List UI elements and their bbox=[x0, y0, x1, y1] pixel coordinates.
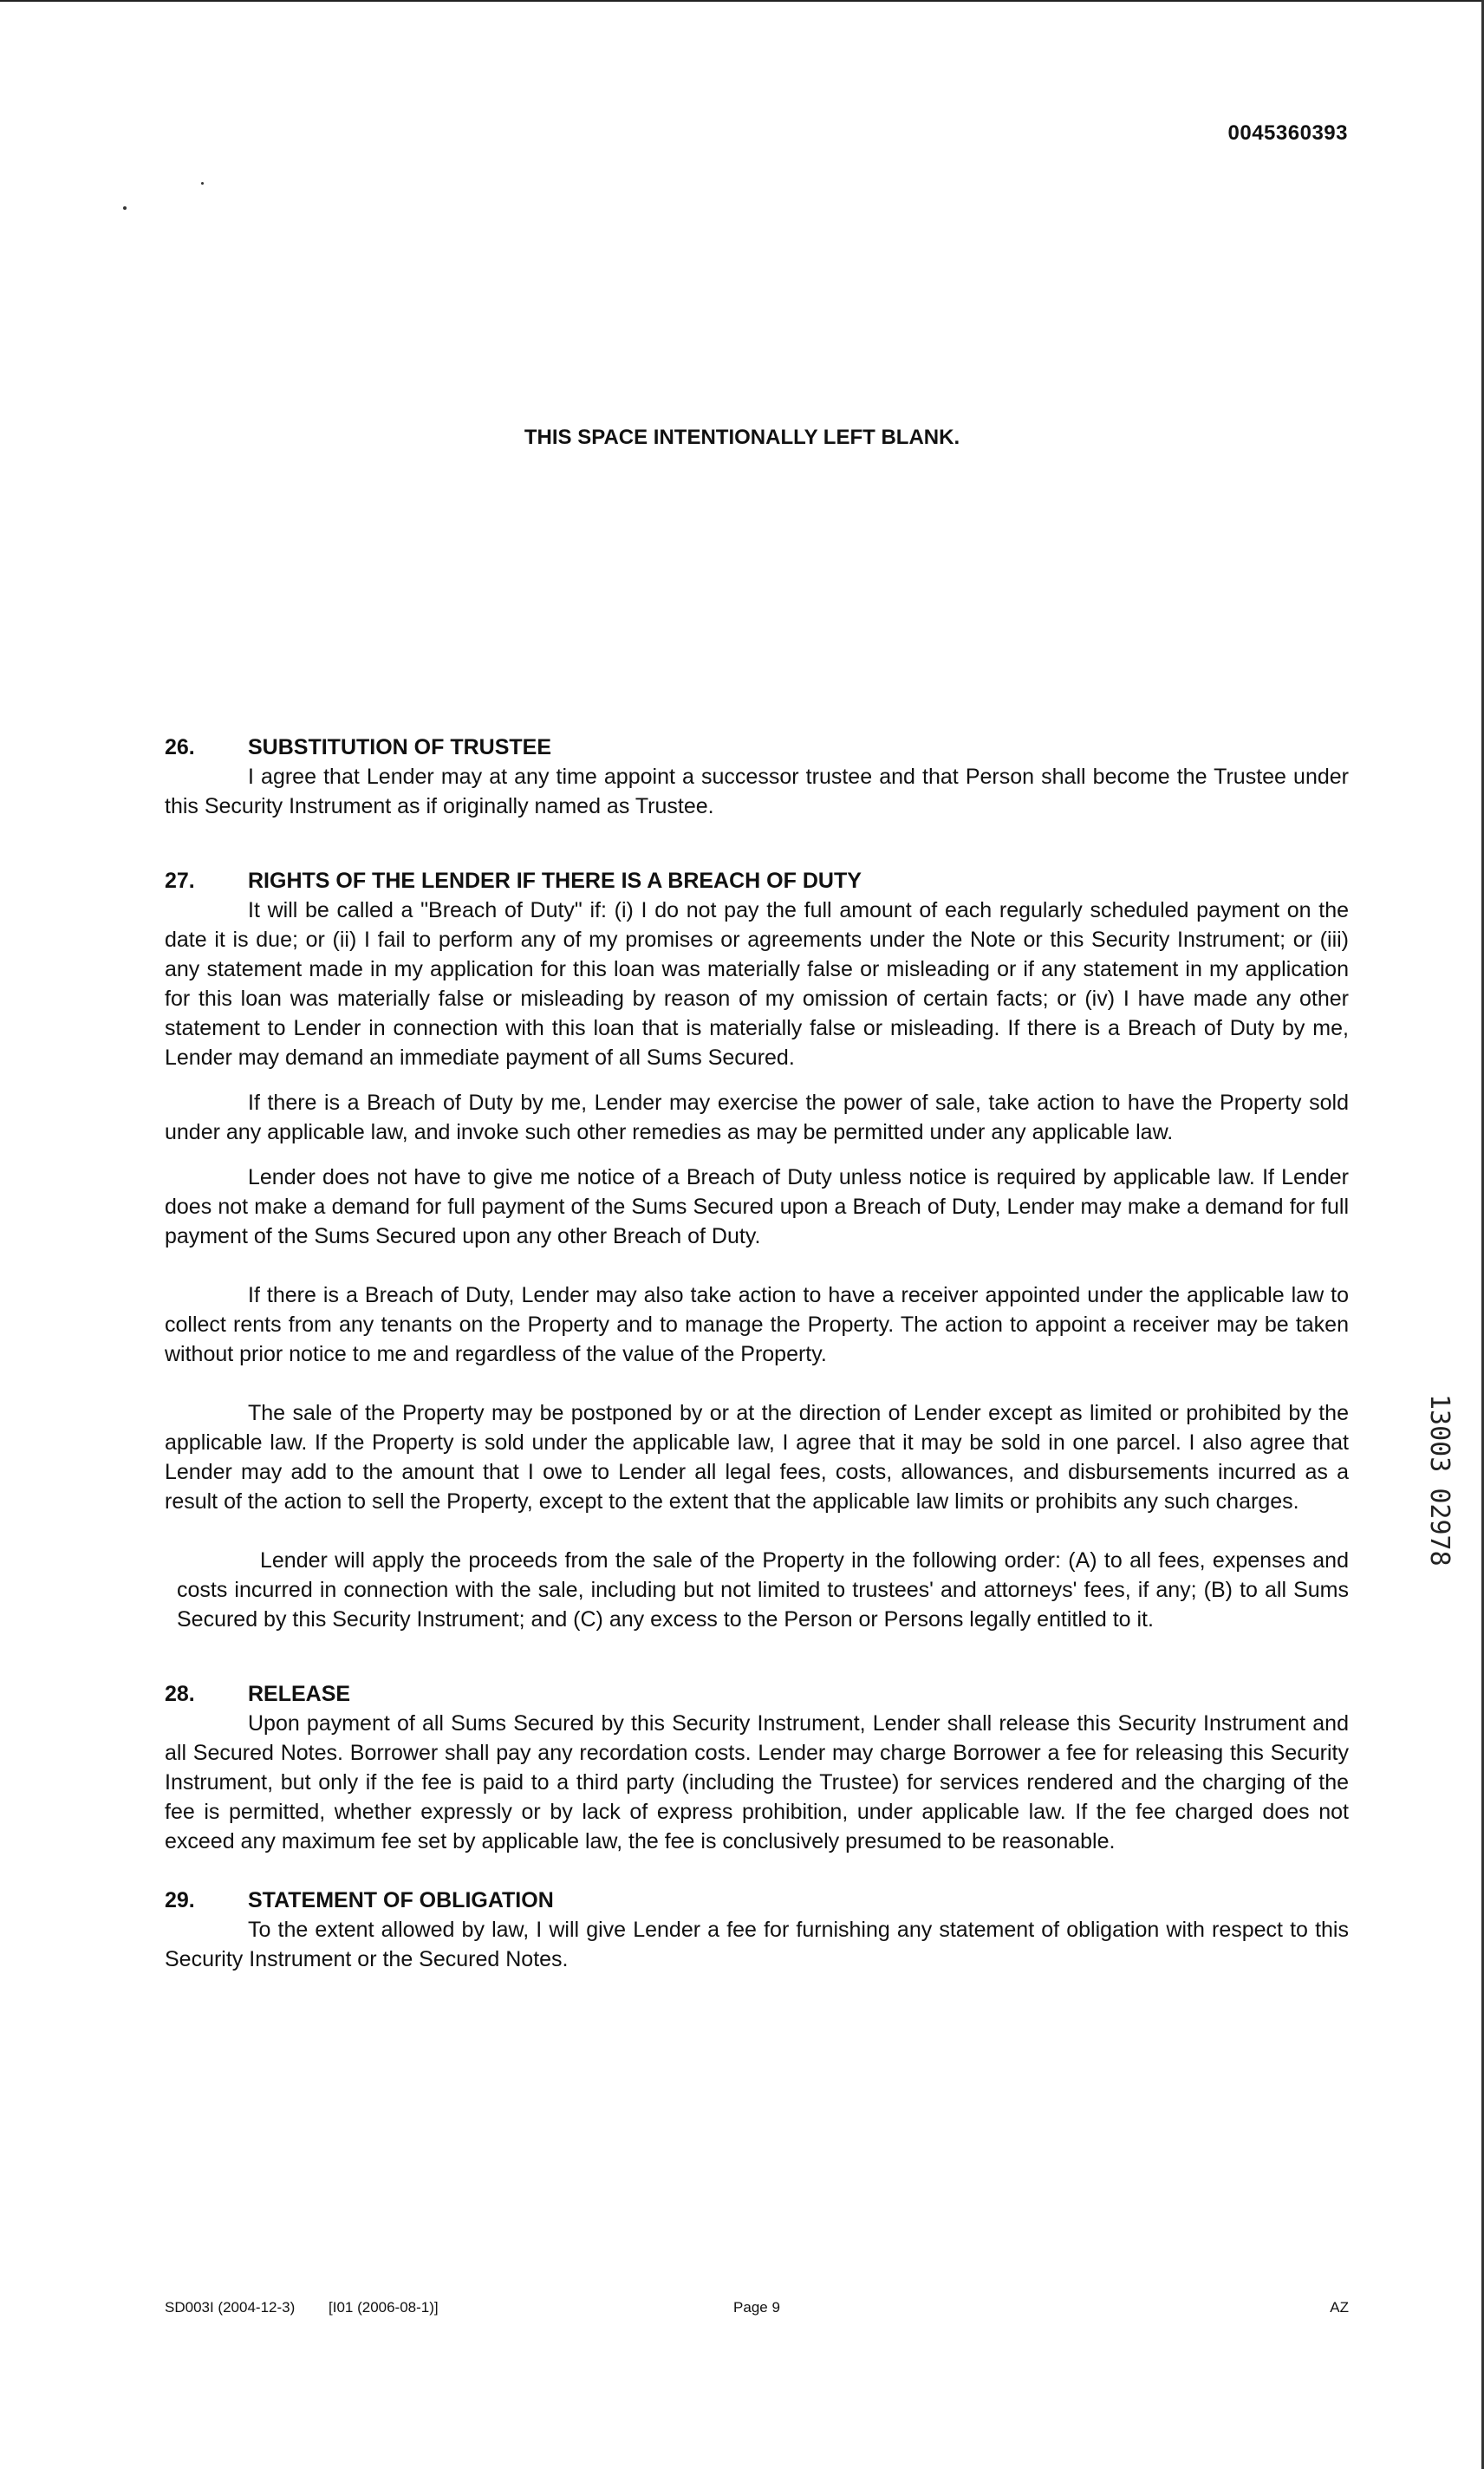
footer-page-number: Page 9 bbox=[733, 2299, 780, 2316]
section-title: RIGHTS OF THE LENDER IF THERE IS A BREACH OF DUTY bbox=[248, 869, 862, 893]
footer-form-code: SD003I (2004-12-3) bbox=[165, 2299, 296, 2316]
section-paragraph: It will be called a "Breach of Duty" if: (i) I do not pay the full amount of each regularly scheduled payment on the date it is due; or (ii) I fail to perform any of my promises or agreements under the Note or this Security Instrument; or (iii) any statement made in my application for this loan was materially false or misleading or if any statement in my application for this loan was materially false or misleading by reason of my omission of certain facts; or (iv) I have made any other statement to Lender in connection with this loan that is materially false or misleading. If there is a Breach of Duty by me, Lender may demand an immediate payment of all Sums Secured. bbox=[165, 898, 1349, 1070]
section-paragraph: To the extent allowed by law, I will give Lender a fee for furnishing any statement of obligation with respect to this Security Instrument or the Secured Notes. bbox=[165, 1918, 1349, 1971]
section-number: 26. bbox=[165, 735, 195, 759]
section-paragraph: I agree that Lender may at any time appoint a successor trustee and that Person shall become the Trustee under this Security Instrument as if originally named as Trustee. bbox=[165, 765, 1349, 818]
section-28 bbox=[165, 1679, 1349, 1856]
section-29 bbox=[165, 1886, 1349, 1974]
section-paragraph: Lender does not have to give me notice of a Breach of Duty unless notice is required by applicable law. If Lender does not make a demand for full payment of the Sums Secured upon a Breach of Duty, Lender may make a demand for full payment of the Sums Secured upon any other Breach of Duty. bbox=[165, 1165, 1349, 1248]
section-heading bbox=[165, 733, 1349, 762]
section-title: RELEASE bbox=[248, 1682, 351, 1706]
blank-space-notice: THIS SPACE INTENTIONALLY LEFT BLANK. bbox=[524, 426, 960, 449]
section-paragraph: Upon payment of all Sums Secured by this Security Instrument, Lender shall release this Security Instrument and all Secured Notes. Borrower shall pay any recordation costs. Lender may charge Borrower a fee for releasing this Security Instrument, but only if the fee is paid to a third party (including the Trustee) for services rendered and the charging of the fee is permitted, whether expressly or by lack of express prohibition, under applicable law. If the fee charged does not exceed any maximum fee set by applicable law, the fee is conclusively presumed to be reasonable. bbox=[165, 1711, 1349, 1853]
section-heading bbox=[165, 1886, 1349, 1915]
section-27 bbox=[165, 866, 1349, 1634]
scan-top-edge bbox=[0, 0, 1484, 2]
scan-speck bbox=[201, 182, 204, 185]
section-heading bbox=[165, 866, 1349, 896]
section-paragraph: The sale of the Property may be postponed by or at the direction of Lender except as limited or prohibited by the applicable law. If the Property is sold under the applicable law, I agree that it may be sold in one parcel. I also agree that Lender may add to the amount that I owe to Lender all legal fees, costs, allowances, and disbursements incurred as a result of the action to sell the Property, except to the extent that the applicable law limits or prohibits any such charges. bbox=[165, 1401, 1349, 1514]
section-number: 28. bbox=[165, 1682, 195, 1706]
section-heading bbox=[165, 1679, 1349, 1709]
section-paragraph: If there is a Breach of Duty, Lender may also take action to have a receiver appointed under the applicable law to collect rents from any tenants on the Property and to manage the Property. The action to appoint a receiver may be taken without prior notice to me and regardless of the value of the Property. bbox=[165, 1283, 1349, 1366]
scan-speck bbox=[123, 206, 127, 210]
section-paragraph: If there is a Breach of Duty by me, Lender may exercise the power of sale, take action to have the Property sold under any applicable law, and invoke such other remedies as may be permitted under any applicable law. bbox=[165, 1091, 1349, 1144]
document-number: 0045360393 bbox=[1227, 121, 1348, 145]
document-body bbox=[165, 733, 1349, 2019]
section-title: STATEMENT OF OBLIGATION bbox=[248, 1888, 554, 1912]
footer-state: AZ bbox=[1330, 2299, 1349, 2316]
footer-revision: [I01 (2006-08-1)] bbox=[329, 2299, 439, 2316]
section-26 bbox=[165, 733, 1349, 821]
section-number: 27. bbox=[165, 869, 195, 893]
recording-margin-stamp: 13003 02978 bbox=[1424, 1394, 1455, 1567]
section-paragraph: Lender will apply the proceeds from the sale of the Property in the following order: (A) to all fees, expenses and costs incurred in connection with the sale, including but not limited to trustees' and attorneys' fees, if any; (B) to all Sums Secured by this Security Instrument; and (C) any excess to the Person or Persons legally entitled to it. bbox=[177, 1548, 1349, 1632]
section-title: SUBSTITUTION OF TRUSTEE bbox=[248, 735, 551, 759]
section-number: 29. bbox=[165, 1888, 195, 1912]
